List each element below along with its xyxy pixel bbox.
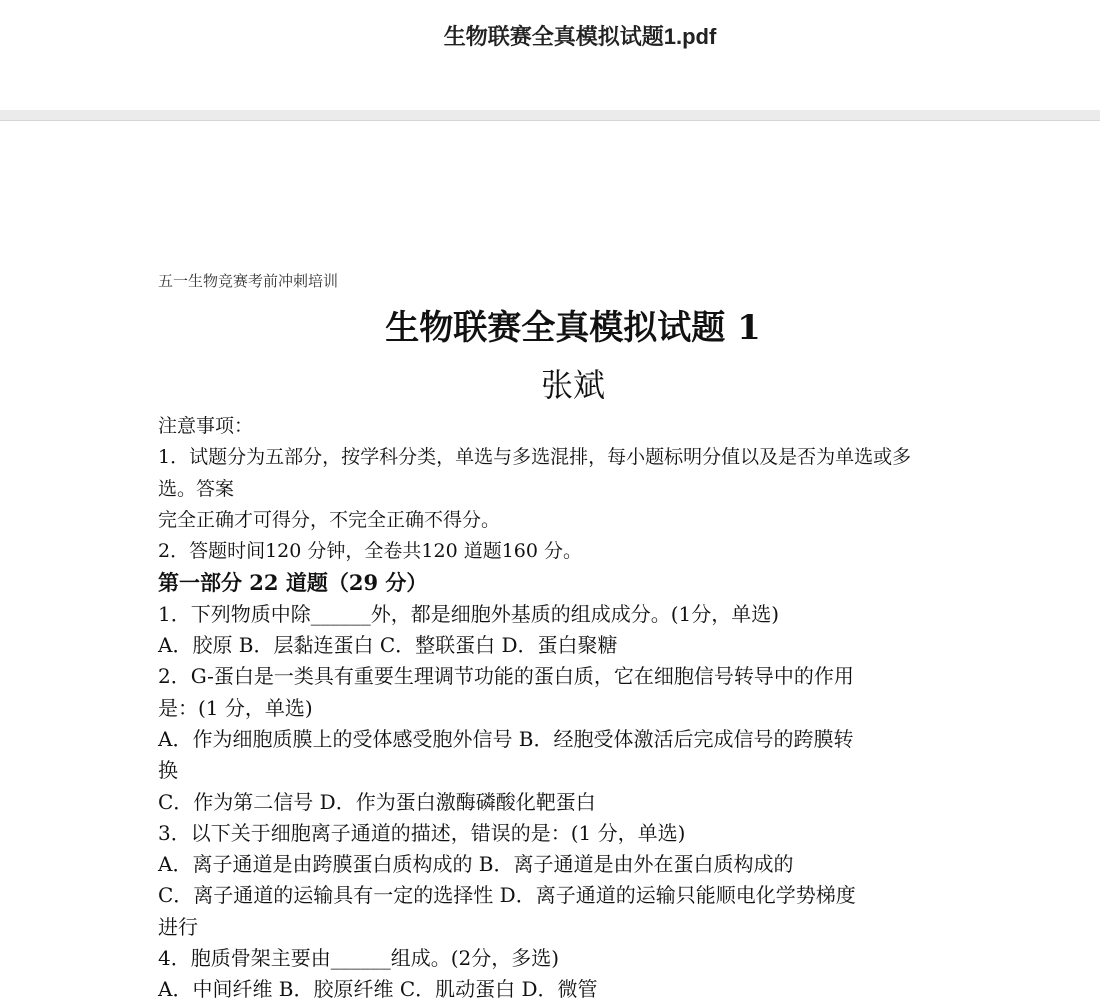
note-line: 选。答案: [158, 477, 235, 500]
question-line: A．离子通道是由跨膜蛋白质构成的 B．离子通道是由外在蛋白质构成的: [158, 852, 794, 877]
note-line: 1．试题分为五部分，按学科分类，单选与多选混排，每小题标明分值以及是否为单选或多: [158, 446, 912, 469]
pdf-page: [0, 121, 1100, 1002]
question-line: A．作为细胞质膜上的受体感受胞外信号 B．经胞受体激活后完成信号的跨膜转: [158, 726, 854, 751]
document-author: 张斌: [540, 366, 605, 404]
question-line: C．作为第二信号 D．作为蛋白激酶磷酸化靶蛋白: [158, 789, 596, 814]
question-line: 2．G-蛋白是一类具有重要生理调节功能的蛋白质，它在细胞信号转导中的作用: [158, 664, 854, 689]
question-line: 进行: [158, 914, 198, 939]
note-line: 2．答题时间120 分钟，全卷共120 道题160 分。: [158, 540, 583, 563]
toolbar-divider: [0, 110, 1100, 121]
question-line: 换: [158, 758, 178, 783]
question-line: 1．下列物质中除______外，都是细胞外基质的组成成分。(1分，单选): [158, 601, 780, 626]
document-title: 生物联赛全真模拟试题 1: [385, 308, 761, 348]
question-line: 是：(1 分，单选): [158, 695, 313, 720]
question-line: 3．以下关于细胞离子通道的描述，错误的是：(1 分，单选): [158, 820, 686, 845]
file-title: 生物联赛全真模拟试题1.pdf: [443, 24, 717, 49]
viewer-title-bar: [0, 0, 1100, 110]
notes-title: 注意事项：: [158, 415, 254, 437]
question-line: A．中间纤维 B．胶原纤维 C．肌动蛋白 D．微管: [158, 977, 598, 1002]
question-line: 4．胞质骨架主要由______组成。(2分，多选): [158, 946, 560, 971]
question-line: A．胶原 B．层黏连蛋白 C．整联蛋白 D．蛋白聚糖: [158, 633, 618, 658]
question-line: C．离子通道的运输具有一定的选择性 D．离子通道的运输只能顺电化学势梯度: [158, 883, 856, 908]
document-content: [158, 269, 998, 1006]
section-heading: 第一部分 22 道题（29 分）: [158, 570, 428, 596]
header-note: 五一生物竞赛考前冲刺培训: [158, 272, 339, 290]
note-line: 完全正确才可得分，不完全正确不得分。: [158, 508, 501, 531]
